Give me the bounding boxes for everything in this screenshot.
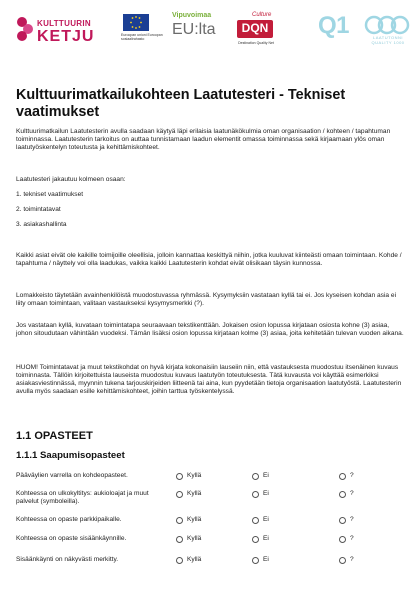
radio-button-yes[interactable]: [176, 491, 183, 498]
header-logos: [0, 0, 419, 60]
part-item-2: 2. toimintatavat: [16, 206, 61, 213]
answer-info-paragraph: Jos vastataan kyllä, kuvataan toimintatapa seuraavaan tekstikenttään. Jokaisen osion lopussa kirjataan osiosta kohne (3) asiaa, johon sitoudutaan vähintään vuodeksi. Tämän lisäksi osion lopussa kirjataan kolme (3) asiaa, joita kehitetään tulevan vuoden aikana.: [16, 322, 404, 337]
eulta-text: EU:lta: [172, 21, 216, 38]
answer-label-unknown: ?: [350, 516, 354, 523]
answer-label-no: Ei: [263, 490, 269, 497]
parts-intro: Laatutesteri jakautuu kolmeen osaan:: [16, 176, 126, 183]
radio-button-yes[interactable]: [176, 473, 183, 480]
q1000-rings-icon: [364, 14, 410, 36]
kulttuurin-ketju-mark-icon: [16, 16, 34, 42]
answer-label-no: Ei: [263, 472, 269, 479]
subsection-heading: 1.1.1 Saapumisopasteet: [16, 450, 125, 461]
answer-option-unknown[interactable]: [339, 535, 354, 543]
vipuvoimaa-logo: [172, 12, 222, 48]
question-text: Pääväylien varrella on kohdeopasteet.: [16, 472, 128, 479]
answer-label-unknown: ?: [350, 490, 354, 497]
answer-label-yes: Kyllä: [187, 490, 202, 497]
answer-label-unknown: ?: [350, 472, 354, 479]
ketju-text: KETJU: [37, 28, 95, 45]
question-text: Kohteessa on opaste parkkipaikalle.: [16, 516, 122, 523]
q1000-logo: [318, 14, 408, 56]
all-parts-paragraph: Kaikki asiat eivät ole kaikille toimijoille oleellisia, jolloin kannattaa keskittyä niihin, jotka kuuluvat kiinteästi omaan toimintaan. Kohde / tapahtuma / näyttely voi olla laadukas, vaikka kaikki Laatutesterin kohdat eivät olisikaan täysin kunnossa.: [16, 252, 402, 267]
radio-button-unknown[interactable]: [339, 473, 346, 480]
vipuvoimaa-text: Vipuvoimaa: [172, 12, 212, 19]
answer-option-no[interactable]: [252, 516, 269, 524]
answer-option-no[interactable]: [252, 556, 269, 564]
answer-option-no[interactable]: [252, 535, 269, 543]
answer-option-yes[interactable]: [176, 516, 201, 524]
answer-label-unknown: ?: [350, 556, 354, 563]
form-info-paragraph: Lomakkeisto täytetään avainhenkilöistä muodostuvassa ryhmässä. Kysymyksiin vastataan kyllä tai ei. Jos kyseisen kohdan asia ei liity omaan toimintaan, valitaan vastaukseksi kysymysmerkki (?).: [16, 292, 397, 307]
question-row: [16, 490, 406, 505]
culture-dqn-logo: [232, 12, 280, 52]
part-item-3: 3. asiakashallinta: [16, 221, 67, 228]
answer-option-yes[interactable]: [176, 556, 201, 564]
radio-button-unknown[interactable]: [339, 536, 346, 543]
q1000-big-text: Q1: [318, 12, 350, 39]
radio-button-no[interactable]: [252, 536, 259, 543]
answer-option-yes[interactable]: [176, 535, 201, 543]
dqn-subtitle: Destination Quality Net: [238, 41, 274, 45]
question-text: Sisäänkäynti on näkyvästi merkitty.: [16, 556, 119, 563]
radio-button-yes[interactable]: [176, 517, 183, 524]
answer-option-unknown[interactable]: [339, 490, 354, 498]
answer-option-unknown[interactable]: [339, 556, 354, 564]
radio-button-unknown[interactable]: [339, 557, 346, 564]
answer-option-no[interactable]: [252, 490, 269, 498]
radio-button-no[interactable]: [252, 557, 259, 564]
radio-button-no[interactable]: [252, 491, 259, 498]
radio-button-yes[interactable]: [176, 557, 183, 564]
question-text: Kohteessa on ulkokyltitys: aukioloajat ja muut palvelut (symboleilla).: [16, 490, 149, 505]
radio-button-no[interactable]: [252, 517, 259, 524]
question-row: [16, 516, 406, 528]
question-row: [16, 535, 406, 547]
intro-paragraph: Kulttuurimatkailun Laatutesterin avulla saadaan käytyä läpi erilaisia laatunäkökulmia oman organisaation / kohteen / tapahtuman toiminnassa. Laatutesterin tarkoitus on auttaa tunnistamaan laadun elementit omassa toiminnassa sekä kirjaamaan ylös oman laatutyöskentelyn toteutusta ja kehittämiskohteet.: [16, 128, 391, 151]
document-title-block: [16, 87, 404, 121]
note-paragraph: HUOM! Toimintatavat ja muut tekstikohdat on hyvä kirjata kokonaisiin lauseiin niin, että vastauksesta muodostuu itsenäinen kuvaus toiminnasta. Tällöin kirjoitettuista lauseista muodostuu kuvaus laatutyön toteutuksesta. Tätä kuvausta voi käyttää esimerkiksi asiakasviestinnässä, myynnin tukena tarjouskirjeiden liitteenä tai aina, kun pyydetään tietoja organisaation laatutyöstä. Laatutesterin avulla myös saadaan esille kehittämiskohteet, joihin tarttua työskentelyssä.: [16, 364, 402, 395]
answer-option-yes[interactable]: [176, 490, 201, 498]
answer-label-no: Ei: [263, 535, 269, 542]
answer-label-no: Ei: [263, 556, 269, 563]
answer-label-yes: Kyllä: [187, 516, 202, 523]
answer-label-unknown: ?: [350, 535, 354, 542]
radio-button-yes[interactable]: [176, 536, 183, 543]
radio-button-unknown[interactable]: [339, 491, 346, 498]
answer-label-yes: Kyllä: [187, 472, 202, 479]
document-title: Kulttuurimatkailukohteen Laatutesteri - Tekniset vaatimukset: [16, 87, 346, 120]
answer-option-unknown[interactable]: [339, 516, 354, 524]
part-item-1: 1. tekniset vaatimukset: [16, 191, 84, 198]
answer-label-yes: Kyllä: [187, 535, 202, 542]
question-text: Kohteessa on opaste sisäänkäynnille.: [16, 535, 127, 542]
eu-flag-icon: [123, 14, 149, 31]
answer-option-no[interactable]: [252, 472, 269, 480]
answer-label-no: Ei: [263, 516, 269, 523]
answer-option-yes[interactable]: [176, 472, 201, 480]
answer-option-unknown[interactable]: [339, 472, 354, 480]
section-heading: 1.1 OPASTEET: [16, 430, 93, 442]
q1000-small-text: LAATUTONNI QUALITY 1000: [371, 35, 405, 45]
kulttuurin-text: KULTTUURIN: [37, 19, 91, 28]
eu-logo: [121, 14, 163, 48]
radio-button-unknown[interactable]: [339, 517, 346, 524]
eu-caption: Euroopan unioni Euroopan sosiaalirahasto: [121, 33, 163, 41]
answer-label-yes: Kyllä: [187, 556, 202, 563]
question-row: [16, 472, 406, 484]
dqn-culture-text: Culture: [252, 12, 272, 18]
dqn-mark-text: DQN: [241, 21, 269, 35]
kulttuurin-ketju-logo: [16, 14, 102, 54]
question-row: [16, 556, 406, 568]
radio-button-no[interactable]: [252, 473, 259, 480]
